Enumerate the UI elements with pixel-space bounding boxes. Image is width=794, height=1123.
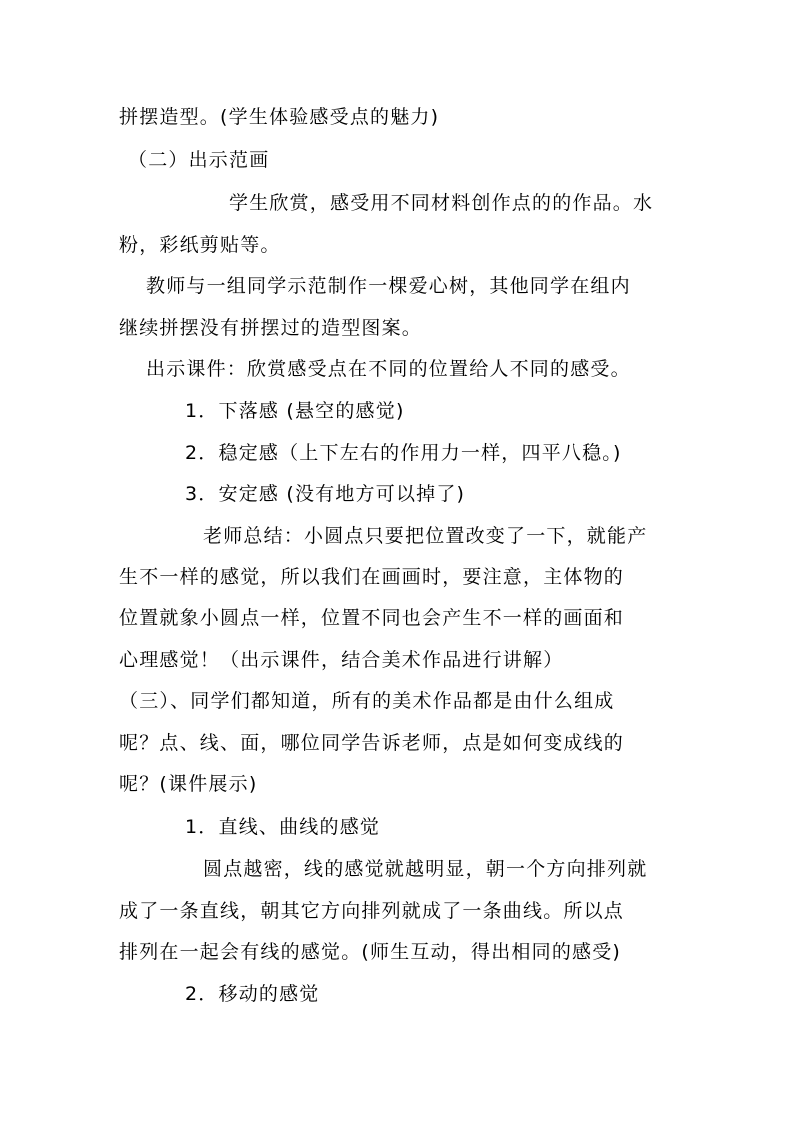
list-item: 2．移动的感觉 [185, 983, 320, 1005]
body-text-line: 学生欣赏，感受用不同材料创作点的的作品。水 [229, 192, 654, 214]
body-text-line: 粉，彩纸剪贴等。 [119, 234, 281, 256]
body-text-line: 拼摆造型。(学生体验感受点的魅力) [119, 106, 440, 128]
body-text-line: 教师与一组同学示范制作一棵爱心树，其他同学在组内 [146, 275, 631, 297]
body-text-line: 成了一条直线，朝其它方向排列就成了一条曲线。所以点 [119, 900, 625, 922]
list-item: 3．安定感 (没有地方可以掉了) [185, 483, 466, 505]
body-text-line: 心理感觉！（出示课件，结合美术作品进行讲解） [119, 649, 564, 671]
body-text-line: 呢？点、线、面，哪位同学告诉老师，点是如何变成线的 [119, 732, 625, 754]
body-text-line: 位置就象小圆点一样，位置不同也会产生不一样的画面和 [119, 607, 625, 629]
body-text-line: 排列在一起会有线的感觉。(师生互动，得出相同的感受) [119, 941, 622, 963]
list-item: 2．稳定感（上下左右的作用力一样，四平八稳。) [185, 442, 622, 464]
body-text-line: 老师总结：小圆点只要把位置改变了一下，就能产 [203, 525, 648, 547]
list-item: 1．下落感 (悬空的感觉) [185, 400, 405, 422]
body-text-line: 圆点越密，线的感觉就越明显，朝一个方向排列就 [203, 858, 648, 880]
section-heading: （二）出示范画 [128, 149, 270, 171]
body-text-line: 出示课件：欣赏感受点在不同的位置给人不同的感受。 [146, 358, 631, 380]
list-item: 1．直线、曲线的感觉 [185, 816, 381, 838]
body-text-line: 生不一样的感觉，所以我们在画画时，要注意，主体物的 [119, 566, 625, 588]
body-text-line: 呢？(课件展示) [119, 773, 258, 795]
section-heading: （三）、同学们都知道，所有的美术作品都是由什么组成 [119, 690, 615, 712]
body-text-line: 继续拼摆没有拼摆过的造型图案。 [119, 317, 423, 339]
